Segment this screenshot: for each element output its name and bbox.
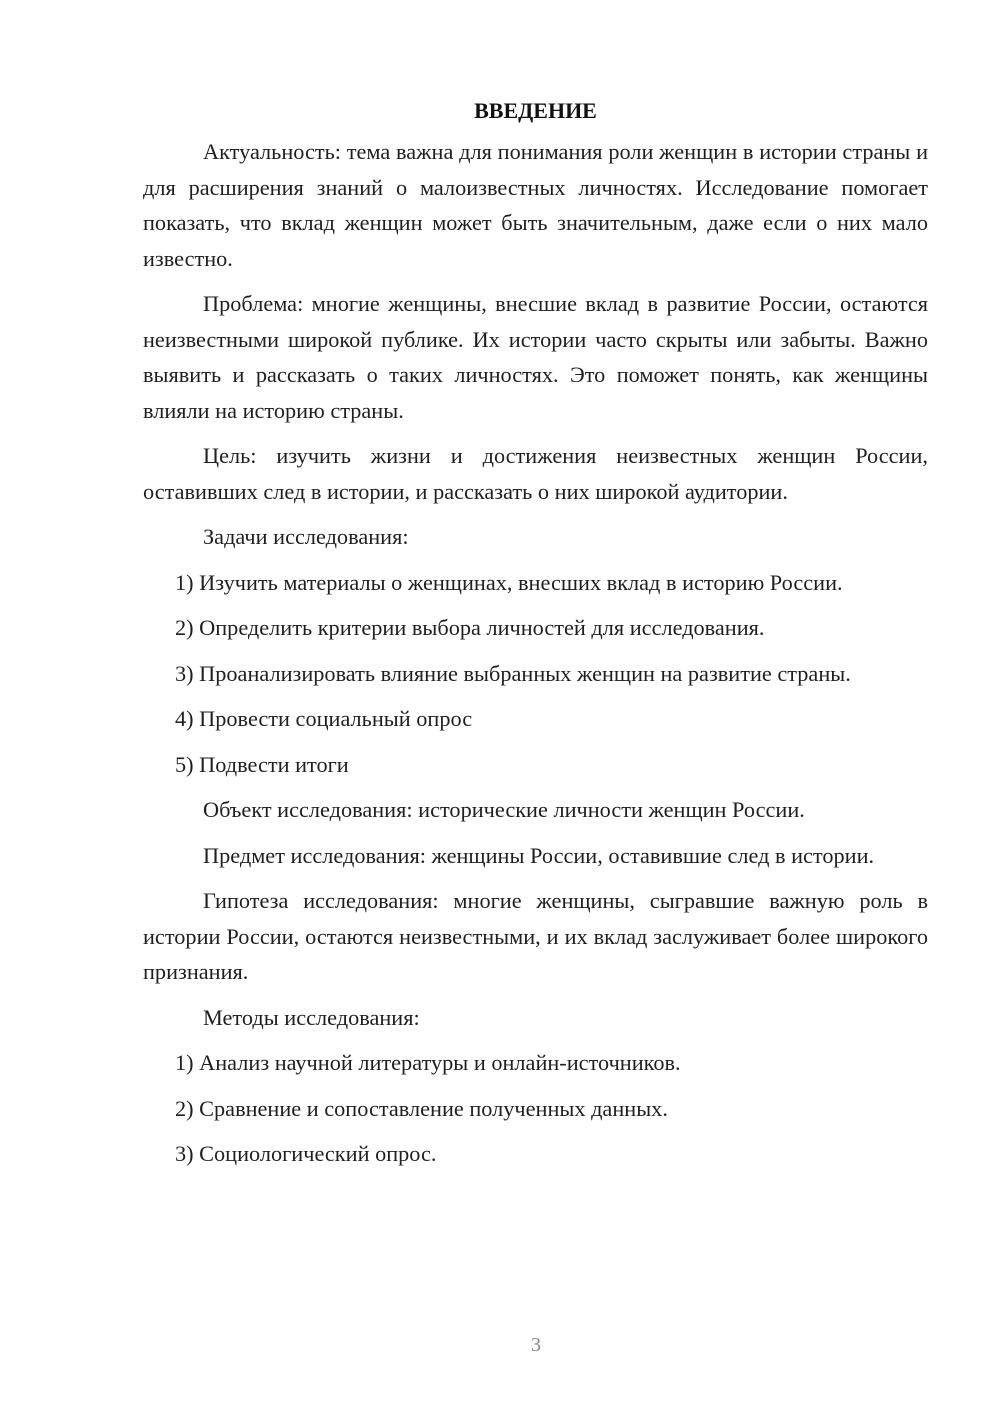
document-heading: ВВЕДЕНИЕ xyxy=(474,98,597,123)
task-item: 4) Провести социальный опрос xyxy=(175,706,473,731)
method-item: 3) Социологический опрос. xyxy=(175,1141,437,1166)
task-item: 1) Изучить материалы о женщинах, внесших вклад в историю России. xyxy=(175,569,843,595)
task-item: 3) Проанализировать влияние выбранных женщин на развитие страны. xyxy=(175,660,851,686)
tasks-title: Задачи исследования: xyxy=(203,524,409,549)
problem-paragraph: Проблема: многие женщины, внесшие вклад в развитие России, остаются неизвестными широкой публике. Их истории часто скрыты или забыты. Важно выявить и рассказать о таких личностях. Это поможет понять, как женщины влияли на историю страны. xyxy=(143,291,928,423)
relevance-paragraph: Актуальность: тема важна для понимания роли женщин в истории страны и для расширения знаний о малоизвестных личностях. Исследование помогает показать, что вклад женщин может быть значительным, даже если о них мало известно. xyxy=(143,139,928,271)
task-item: 2) Определить критерии выбора личностей для исследования. xyxy=(175,615,765,640)
methods-title: Методы исследования: xyxy=(203,1004,420,1030)
method-item: 1) Анализ научной литературы и онлайн-источников. xyxy=(175,1050,681,1075)
task-item: 5) Подвести итоги xyxy=(175,751,349,777)
subject-paragraph: Предмет исследования: женщины России, оставившие след в истории. xyxy=(203,842,875,868)
hypothesis-paragraph: Гипотеза исследования: многие женщины, сыгравшие важную роль в истории России, остаются неизвестными, и их вклад заслуживает более широкого признания. xyxy=(143,888,928,984)
method-item: 2) Сравнение и сопоставление полученных данных. xyxy=(175,1095,668,1121)
object-paragraph: Объект исследования: исторические личности женщин России. xyxy=(203,797,805,822)
page-number: 3 xyxy=(531,1334,541,1356)
document-page xyxy=(143,96,928,1182)
goal-paragraph: Цель: изучить жизни и достижения неизвестных женщин России, оставивших след в истории, и рассказать о них широкой аудитории. xyxy=(143,443,928,504)
